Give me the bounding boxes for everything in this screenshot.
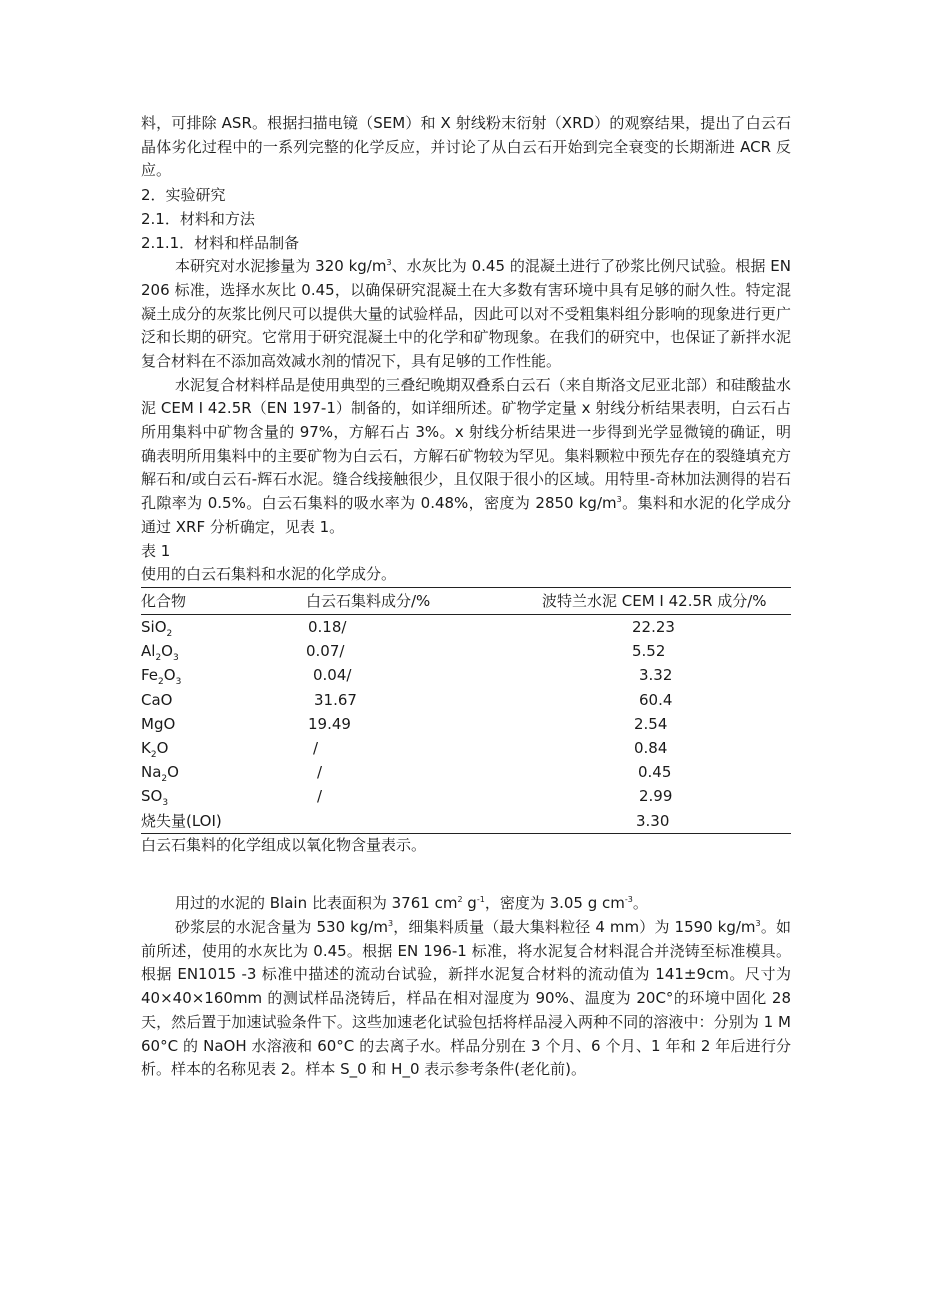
cement-value-cell: 22.23 xyxy=(632,618,675,637)
paragraph-mix-design: 本研究对水泥掺量为 320 $kg/m^3$、水灰比为 0.45 的混凝土进行了砂浆比例尺试验。根据 EN 206 标准，选择水灰比 0.45，以确保研究混凝土在大多数有害环境中具有足够的耐久性。特定混凝土成分的灰浆比例尺可以提供大量的试验样品，因此可以对不受粗集料组分影响的现象进行更广泛和长期的研究。它常用于研究混凝土中的化学和矿物现象。在我们的研究中，也保证了新拌水泥复合材料在不添加高效减水剂的情况下，具有足够的工作性能。 xyxy=(141,257,792,370)
cement-value-cell: 0.45 xyxy=(638,763,672,782)
table-row xyxy=(141,614,791,639)
dolomite-value-cell: 0.18/ xyxy=(308,618,347,637)
table-row xyxy=(141,639,791,663)
compound-cell: 烧失量(LOI) xyxy=(141,808,306,833)
table-row xyxy=(141,808,791,833)
cement-value-cell: 2.54 xyxy=(634,714,668,733)
dolomite-value-cell: / xyxy=(313,738,319,757)
table-footnote: 白云石集料的化学组成以氧化物含量表示。 xyxy=(141,835,427,854)
table-row xyxy=(141,784,791,808)
intro-paragraph: 料，可排除 ASR。根据扫描电镜（SEM）和 X 射线粉末衍射（XRD）的观察结果，提出了白云石晶体劣化过程中的一系列完整的化学反应，并讨论了从白云石开始到完全衰变的长期渐进 ACR 反应。 xyxy=(141,114,791,180)
cement-value-cell: 60.4 xyxy=(639,690,673,709)
compound-cell: $Na_2O$ xyxy=(141,763,179,785)
cement-value-cell: 3.30 xyxy=(542,808,791,833)
dolomite-value-cell: / xyxy=(317,787,323,806)
compound-cell: $K_2O$ xyxy=(141,738,169,760)
table-row xyxy=(141,736,791,760)
dolomite-value-cell: 0.04/ xyxy=(313,666,352,685)
table-caption: 使用的白云石集料和水泥的化学成分。 xyxy=(141,565,397,584)
compound-cell: MgO xyxy=(141,714,176,733)
subsection-heading: 2.1．材料和方法 xyxy=(141,210,255,229)
cement-value-cell: 5.52 xyxy=(632,642,666,661)
cement-value-cell: 2.99 xyxy=(639,787,673,806)
compound-cell: $SO_3$ xyxy=(141,787,169,809)
dolomite-value-cell: 19.49 xyxy=(308,714,351,733)
document-page xyxy=(141,112,791,1082)
section-heading: 2．实验研究 xyxy=(141,186,226,205)
compound-cell: $Al_2O_3$ xyxy=(141,642,179,664)
paragraph-mortar-preparation: 砂浆层的水泥含量为 530 $kg/m^3$，细集料质量（最大集料粒径 4 mm）为 1590 $kg/m^3$。如前所述，使用的水灰比为 0.45。根据 EN 196-1 标准，将水泥复合材料混合并浇铸至标准模具。根据 EN1015 -3 标准中描述的流动台试验，新拌水泥复合材料的流动值为 141±9cm。尺寸为 40×40×160mm 的测试样品浇铸后，样品在相对湿度为 90%、温度为 20C°的环境中固化 28 天，然后置于加速试验条件下。这些加速老化试验包括将样品浸入两种不同的溶液中：分别为 1 M 60°C 的 NaOH 水溶液和 60°C 的去离子水。样品分别在 3 个月、6 个月、1 年和 2 年后进行分析。样本的名称见表 2。样本 S_0 和 H_0 表示参考条件(老化前)。 xyxy=(141,918,791,1079)
cement-value-cell: 3.32 xyxy=(639,666,673,685)
table-row xyxy=(141,712,791,736)
header-compound: 化合物 xyxy=(141,587,306,614)
subsubsection-heading: 2.1.1．材料和样品制备 xyxy=(141,234,300,253)
table-row xyxy=(141,760,791,784)
compound-cell: $Fe_2O_3$ xyxy=(141,666,182,688)
chemical-composition-table xyxy=(141,587,791,834)
dolomite-value-cell xyxy=(306,808,542,833)
table-row xyxy=(141,688,791,712)
compound-cell: SiO$_2$ xyxy=(141,618,173,640)
dolomite-value-cell: 31.67 xyxy=(314,690,357,709)
paragraph-cement-properties: 用过的水泥的 Blain 比表面积为 3761 $cm^2$ $g^{-1}$，密度为 3.05 g $cm^{-3}$。 xyxy=(175,894,648,913)
table-header-row xyxy=(141,587,791,614)
header-dolomite: 白云石集料成分/% xyxy=(306,587,542,614)
header-cement: 波特兰水泥 CEM I 42.5R 成分/% xyxy=(542,587,791,614)
table-row xyxy=(141,663,791,687)
paragraph-materials: 水泥复合材料样品是使用典型的三叠纪晚期双叠系白云石（来自斯洛文尼亚北部）和硅酸盐水泥 CEM I 42.5R（EN 197-1）制备的，如详细所述。矿物学定量 x 射线分析结果表明，白云石占所用集料中矿物含量的 97%，方解石占 3%。x 射线分析结果进一步得到光学显微镜的确证，明确表明所用集料中的主要矿物为白云石，方解石矿物较为罕见。集料颗粒中预先存在的裂缝填充方解石和/或白云石-辉石水泥。缝合线接触很少，且仅限于很小的区域。用特里-奇林加法测得的岩石孔隙率为 0.5%。白云石集料的吸水率为 0.48%，密度为 2850 $kg/m^3$。集料和水泥的化学成分通过 XRF 分析确定，见表 1。 xyxy=(141,375,791,536)
dolomite-value-cell: / xyxy=(317,763,323,782)
dolomite-value-cell: 0.07/ xyxy=(306,642,345,661)
table-label: 表 1 xyxy=(141,541,171,560)
cement-value-cell: 0.84 xyxy=(634,738,668,757)
compound-cell: CaO xyxy=(141,690,173,709)
